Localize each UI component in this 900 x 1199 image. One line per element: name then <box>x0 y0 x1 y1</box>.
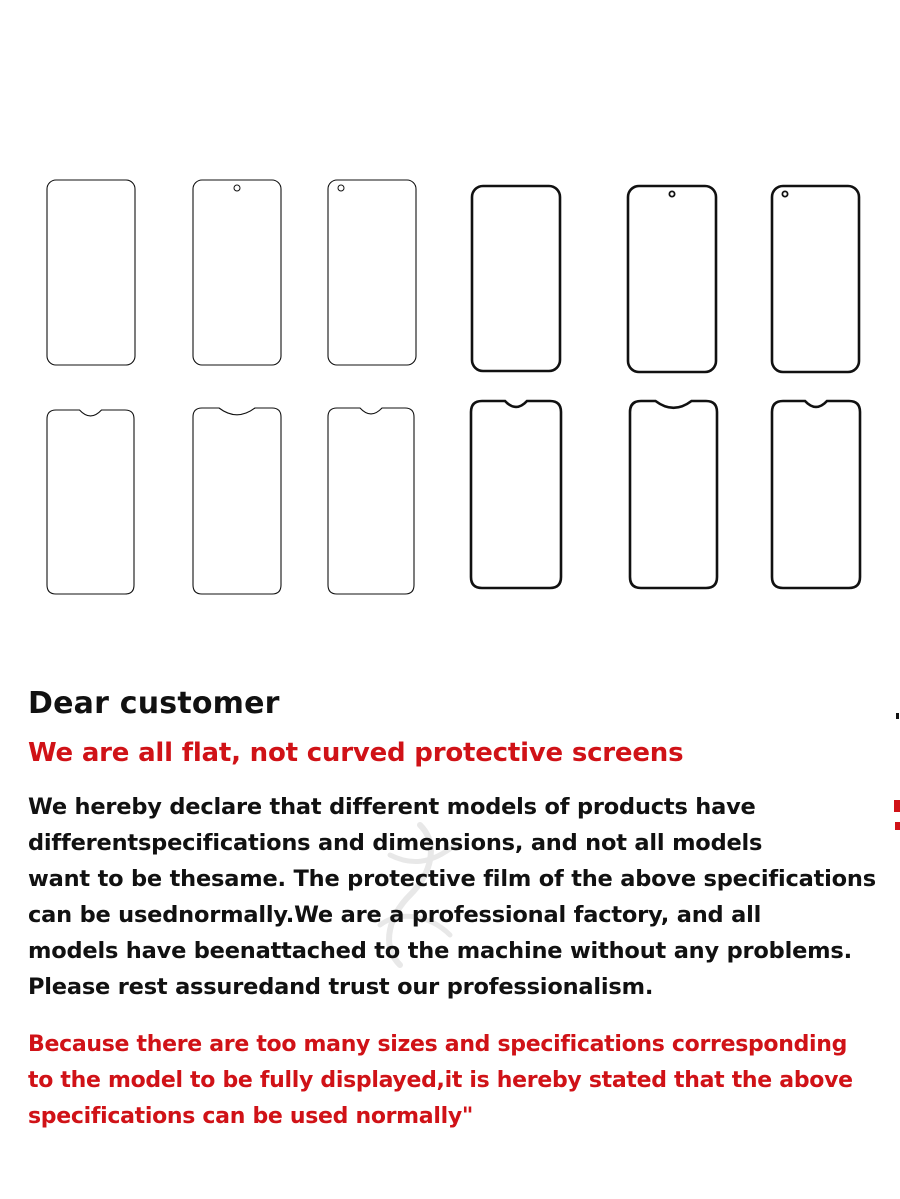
punch-hole-icon <box>782 191 787 196</box>
declaration-line: Please rest assuredand trust our professionalism. <box>28 974 654 1000</box>
declaration-line: want to be thesame. The protective film of the above specifications <box>28 866 876 892</box>
screen-protector-outline <box>471 401 561 588</box>
punch-hole-icon <box>669 191 674 196</box>
wide-notch-outline <box>630 401 717 588</box>
punch-hole-icon <box>234 185 240 191</box>
wide-notch-outline <box>193 408 281 594</box>
outline-rect <box>47 180 135 365</box>
screen-protector-outline <box>193 408 281 594</box>
declaration-line: We hereby declare that different models of products have <box>28 794 756 820</box>
screen-protector-outline <box>630 401 717 588</box>
screen-protector-outline <box>328 180 416 365</box>
footnote-line: specifications can be used normally" <box>28 1104 474 1129</box>
screen-protector-outline <box>628 186 716 372</box>
edge-artifact <box>894 800 900 812</box>
footnote-line: to the model to be fully displayed,it is hereby stated that the above <box>28 1068 853 1093</box>
specification-footnote <box>28 1027 898 1135</box>
screen-protector-outline <box>193 180 281 365</box>
punch-hole-icon <box>338 185 344 191</box>
outline-rect <box>472 186 560 371</box>
flat-screen-notice: We are all flat, not curved protective screens <box>28 738 684 768</box>
screen-protector-outline <box>472 186 560 371</box>
screen-protector-outline <box>328 408 414 594</box>
outline-rect <box>772 186 859 372</box>
outline-rect <box>628 186 716 372</box>
declaration-line: models have beenattached to the machine without any problems. <box>28 938 852 964</box>
waterdrop-notch-outline <box>772 401 860 588</box>
outline-rect <box>328 180 416 365</box>
declaration-line: differentspecifications and dimensions, and not all models <box>28 830 763 856</box>
screen-protector-outline <box>772 186 859 372</box>
screen-protector-outline <box>772 401 860 588</box>
waterdrop-notch-outline <box>328 408 414 594</box>
edge-artifact <box>895 822 900 830</box>
page-heading: Dear customer <box>28 686 280 721</box>
declaration-paragraph <box>28 789 898 1005</box>
screen-protector-outline <box>47 410 134 594</box>
footnote-line: Because there are too many sizes and specifications corresponding <box>28 1032 848 1057</box>
waterdrop-notch-outline <box>471 401 561 588</box>
outline-rect <box>193 180 281 365</box>
edge-artifact <box>896 713 899 719</box>
waterdrop-notch-outline <box>47 410 134 594</box>
screen-protector-outline <box>47 180 135 365</box>
declaration-line: can be usednormally.We are a professional factory, and all <box>28 902 762 928</box>
